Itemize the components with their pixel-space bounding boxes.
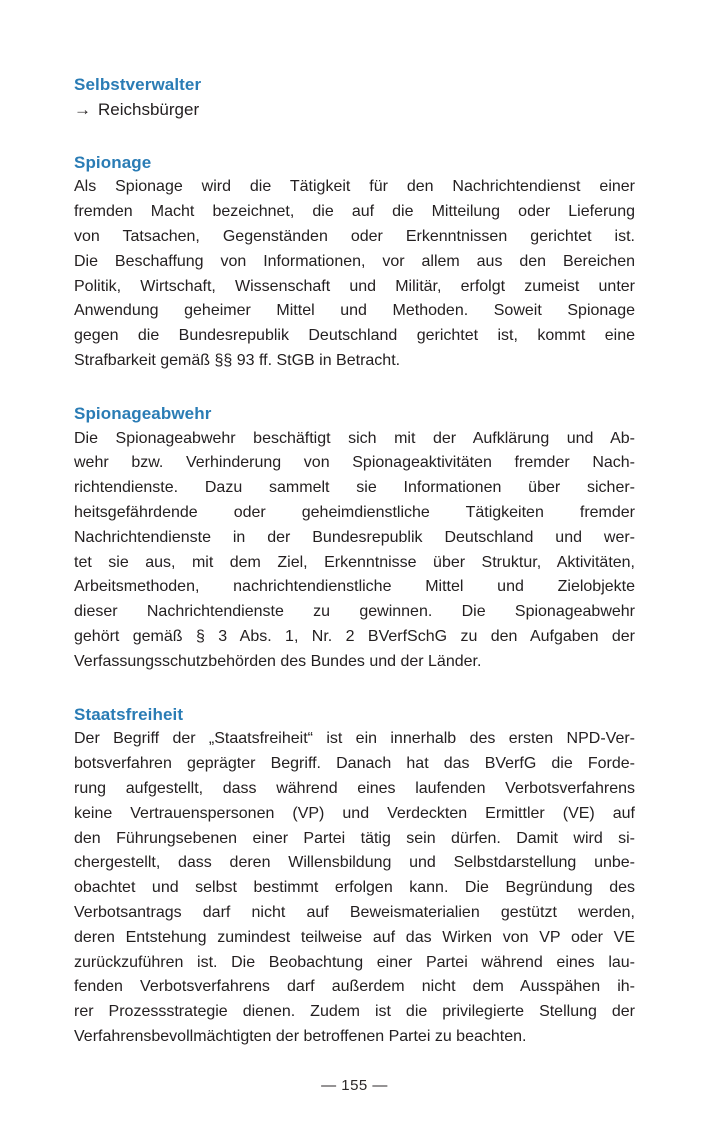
paragraph-line: Politik, Wirtschaft, Wissenschaft und Militär, erfolgt zumeist unter [74, 277, 635, 295]
entry-term: Staatsfreiheit [74, 704, 184, 724]
entry-term: Spionage [74, 152, 152, 172]
paragraph-line: Der Begriff der „Staatsfreiheit“ ist ein innerhalb des ersten NPD-Ver- [74, 730, 635, 748]
paragraph-line: von Tatsachen, Gegenständen oder Erkenntnissen gerichtet ist. [74, 227, 635, 245]
paragraph-line: wehr bzw. Verhinderung von Spionageaktivitäten fremder Nach- [74, 454, 635, 472]
paragraph-line: Anwendung geheimer Mittel und Methoden. Soweit Spionage [74, 302, 635, 320]
entry-term: Selbstverwalter [74, 75, 202, 94]
entry-term: Spionageabwehr [74, 403, 212, 423]
paragraph-line: Verfassungsschutzbehörden des Bundes und der Länder. [74, 652, 482, 670]
entry-cross-reference [74, 98, 635, 123]
paragraph-line: Die Spionageabwehr beschäftigt sich mit der Aufklärung und Ab- [74, 429, 635, 447]
glossary-entry-staatsfreiheit [74, 703, 635, 1050]
paragraph-line: den Führungsebenen einer Partei tätig sein dürfen. Damit wird si- [74, 829, 635, 847]
paragraph-line: rer Prozessstrategie dienen. Zudem ist die privilegierte Stellung der [74, 1003, 635, 1021]
glossary-entry-selbstverwalter [74, 73, 635, 123]
page-number: — 155 — [321, 1077, 388, 1094]
entry-definition [74, 727, 635, 1049]
paragraph-line: keine Vertrauenspersonen (VP) und Verdeckten Ermittler (VE) auf [74, 804, 635, 822]
paragraph-line: Verbotsantrags darf nicht auf Beweismaterialien gestützt werden, [74, 903, 635, 921]
glossary-entry-spionageabwehr [74, 402, 635, 675]
page-content [74, 73, 635, 1050]
cross-reference-target: Reichsbürger [98, 99, 200, 119]
paragraph-line: Nachrichtendienste in der Bundesrepublik Deutschland und wer- [74, 528, 635, 546]
paragraph-line: gegen die Bundesrepublik Deutschland gerichtet ist, kommt eine [74, 327, 635, 345]
paragraph-line: obachtet und selbst bestimmt erfolgen kann. Die Begründung des [74, 879, 635, 897]
paragraph-line: Verfahrensbevollmächtigten der betroffenen Partei zu beachten. [74, 1027, 527, 1045]
paragraph-line: Die Beschaffung von Informationen, vor allem aus den Bereichen [74, 252, 635, 270]
paragraph-line: dieser Nachrichtendienste zu gewinnen. Die Spionageabwehr [74, 603, 635, 621]
paragraph-line: fremden Macht bezeichnet, die auf die Mitteilung oder Lieferung [74, 203, 635, 221]
paragraph-line: Als Spionage wird die Tätigkeit für den Nachrichtendienst einer [74, 178, 635, 196]
paragraph-line: zurückzuführen ist. Die Beobachtung einer Partei während eines lau- [74, 953, 635, 971]
paragraph-line: Arbeitsmethoden, nachrichtendienstliche Mittel und Zielobjekte [74, 578, 635, 596]
glossary-entry-spionage [74, 151, 635, 374]
paragraph-line: richtendienste. Dazu sammelt sie Informationen über sicher- [74, 479, 635, 497]
paragraph-line: heitsgefährdende oder geheimdienstliche Tätigkeiten fremder [74, 503, 635, 521]
paragraph-line: tet sie aus, mit dem Ziel, Erkenntnisse über Struktur, Aktivitäten, [74, 553, 635, 571]
paragraph-line: chergestellt, dass deren Willensbildung und Selbstdarstellung unbe- [74, 854, 635, 872]
paragraph-line: rung aufgestellt, dass während eines laufenden Verbotsverfahrens [74, 779, 635, 797]
paragraph-line: deren Entstehung zumindest teilweise auf das Wirken von VP oder VE [74, 928, 635, 946]
paragraph-line: gehört gemäß § 3 Abs. 1, Nr. 2 BVerfSchG zu den Aufgaben der [74, 627, 635, 645]
paragraph-line: fenden Verbotsverfahrens darf außerdem nicht dem Ausspähen ih- [74, 978, 635, 996]
paragraph-line: botsverfahren geprägter Begriff. Danach hat das BVerfG die Forde- [74, 755, 635, 773]
paragraph-line: Strafbarkeit gemäß §§ 93 ff. StGB in Betracht. [74, 351, 401, 369]
entry-definition [74, 427, 635, 675]
arrow-right-icon: → [74, 99, 91, 119]
entry-definition [74, 175, 635, 373]
